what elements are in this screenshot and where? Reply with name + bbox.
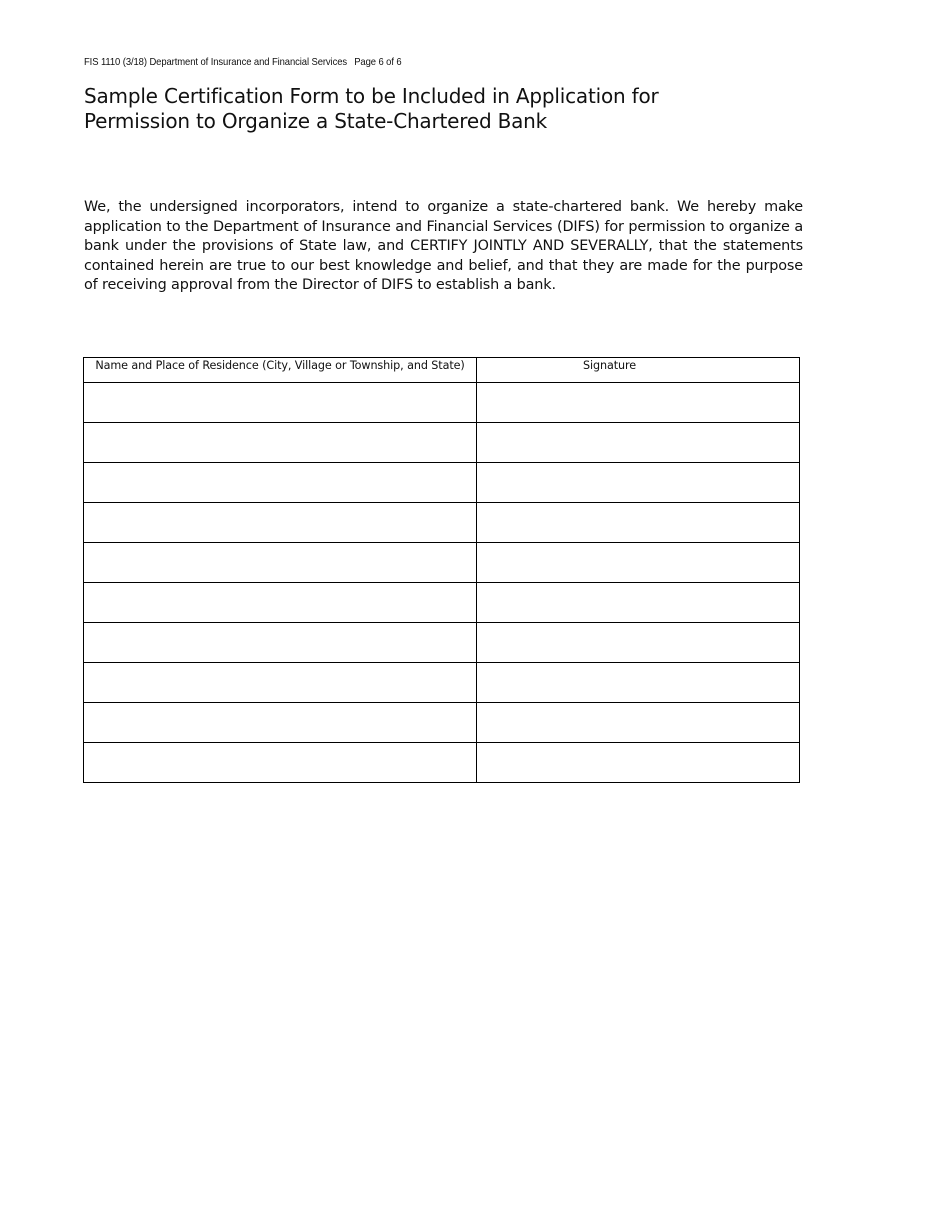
- signature-table: [83, 357, 800, 783]
- signature-cell[interactable]: [477, 543, 800, 583]
- table-header-row: [84, 358, 800, 383]
- signature-cell[interactable]: [477, 623, 800, 663]
- title-line-2: Permission to Organize a State-Chartered Bank: [84, 109, 548, 133]
- table-row: [84, 503, 800, 543]
- table-row: [84, 703, 800, 743]
- name-residence-cell[interactable]: [84, 503, 477, 543]
- name-residence-cell[interactable]: [84, 703, 477, 743]
- table-row: [84, 743, 800, 783]
- name-residence-cell[interactable]: [84, 463, 477, 503]
- signature-cell[interactable]: [477, 703, 800, 743]
- signature-cell[interactable]: [477, 503, 800, 543]
- column-header-name: Name and Place of Residence (City, Village or Township, and State): [84, 358, 477, 383]
- certification-statement: We, the undersigned incorporators, intend to organize a state-chartered bank. We hereby make application to the Department of Insurance and Financial Services (DIFS) for permission to organize a bank under the provisions of State law, and CERTIFY JOINTLY AND SEVERALLY, that the statements contained herein are true to our best knowledge and belief, and that they are made for the purpose of receiving approval from the Director of DIFS to establish a bank.: [84, 199, 803, 294]
- form-header: [84, 56, 402, 68]
- signature-cell[interactable]: [477, 743, 800, 783]
- document-title: [84, 84, 804, 134]
- signature-cell[interactable]: [477, 423, 800, 463]
- table-row: [84, 623, 800, 663]
- table-row: [84, 423, 800, 463]
- form-id: FIS 1110 (3/18) Department of Insurance and Financial Services: [84, 56, 348, 68]
- name-residence-cell[interactable]: [84, 383, 477, 423]
- name-residence-cell[interactable]: [84, 543, 477, 583]
- name-residence-cell[interactable]: [84, 623, 477, 663]
- page-number: Page 6 of 6: [354, 56, 402, 68]
- table-row: [84, 383, 800, 423]
- column-header-signature: Signature: [477, 358, 800, 383]
- table-row: [84, 583, 800, 623]
- title-line-1: Sample Certification Form to be Included in Application for: [84, 84, 659, 108]
- table-row: [84, 663, 800, 703]
- signature-cell[interactable]: [477, 583, 800, 623]
- name-residence-cell[interactable]: [84, 583, 477, 623]
- name-residence-cell[interactable]: [84, 663, 477, 703]
- table-row: [84, 463, 800, 503]
- signature-cell[interactable]: [477, 463, 800, 503]
- name-residence-cell[interactable]: [84, 743, 477, 783]
- signature-cell[interactable]: [477, 383, 800, 423]
- name-residence-cell[interactable]: [84, 423, 477, 463]
- table-row: [84, 543, 800, 583]
- signature-cell[interactable]: [477, 663, 800, 703]
